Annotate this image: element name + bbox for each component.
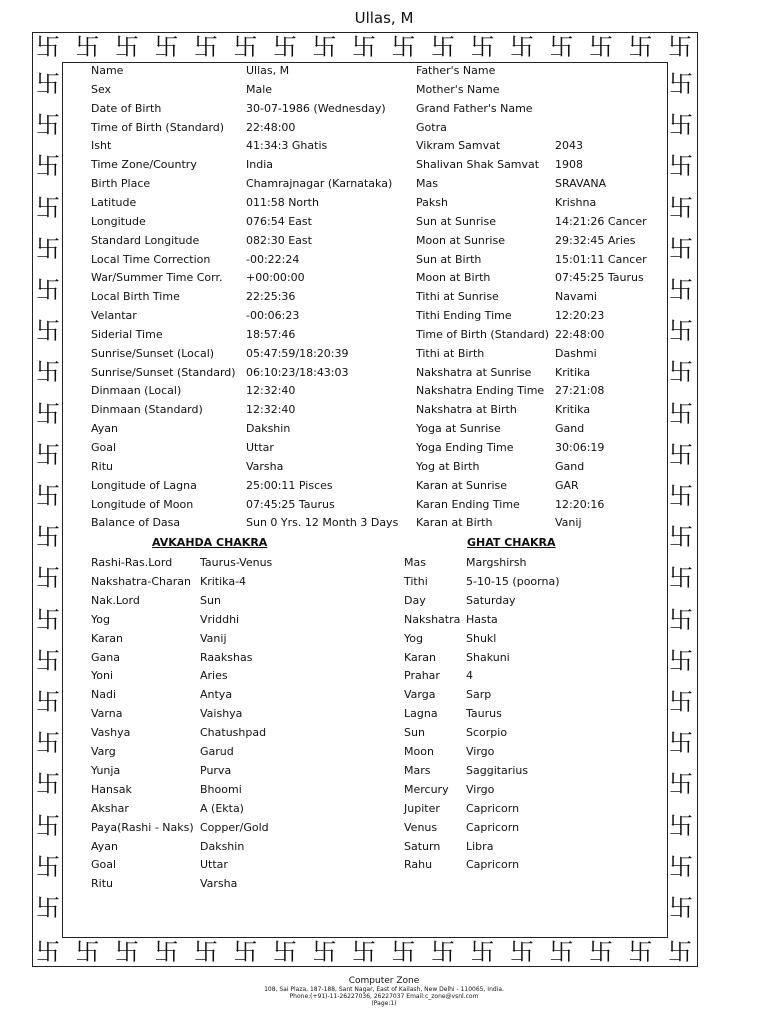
- detail-value: 15:01:11 Cancer: [555, 252, 647, 266]
- detail-label: Local Birth Time: [91, 290, 180, 304]
- border-symbol-top: 卐: [36, 33, 60, 61]
- border-symbol-left: 卐: [36, 646, 60, 675]
- border-symbol-top: 卐: [589, 33, 613, 61]
- ghat-value: Libra: [466, 839, 494, 853]
- border-symbol-bottom: 卐: [352, 938, 376, 966]
- border-symbol-bottom: 卐: [470, 938, 495, 966]
- detail-label: Mother's Name: [416, 82, 500, 96]
- footer-address: 108, Sai Plaza, 187-188, Sant Nagar, East of Kailash, New Delhi - 110065, India.: [264, 986, 504, 993]
- detail-value: 06:10:23/18:43:03: [246, 365, 349, 379]
- avkahda-label: Rashi-Ras.Lord: [91, 556, 173, 569]
- avkahda-label: Yog: [91, 612, 110, 626]
- border-symbol-top: 卐: [115, 33, 139, 61]
- detail-value: Dashmi: [555, 346, 597, 360]
- ghat-label: Nakshatra: [404, 612, 461, 626]
- detail-value: Dakshin: [246, 422, 291, 436]
- detail-value: 05:47:59/18:20:39: [246, 346, 349, 360]
- border-symbol-left: 卐: [36, 523, 60, 552]
- detail-label: Father's Name: [416, 64, 496, 77]
- avkahda-value: Uttar: [200, 858, 228, 872]
- ghat-value: Virgo: [466, 782, 495, 796]
- border-symbol-right: 卐: [669, 523, 693, 552]
- ghat-value: Shukl: [466, 631, 497, 645]
- avkahda-value: Kritika-4: [200, 574, 247, 588]
- detail-value: 18:57:46: [246, 327, 296, 341]
- detail-label: Grand Father's Name: [416, 101, 533, 115]
- border-symbol-bottom: 卐: [154, 938, 179, 966]
- detail-value: -00:22:24: [246, 252, 300, 266]
- avkahda-value: A (Ekta): [200, 801, 244, 815]
- ghat-label: Day: [404, 593, 426, 607]
- ghat-value: Saggitarius: [466, 763, 529, 777]
- detail-label: Local Time Correction: [91, 252, 211, 266]
- detail-value: Vanij: [555, 516, 582, 530]
- border-symbol-bottom: 卐: [589, 938, 613, 966]
- detail-label: Nakshatra at Birth: [416, 403, 517, 417]
- border-symbol-left: 卐: [36, 688, 60, 716]
- ghat-label: Moon: [404, 745, 434, 758]
- detail-value: 1908: [555, 158, 583, 172]
- avkahda-label: Varna: [91, 707, 123, 721]
- detail-label: Ayan: [91, 422, 119, 436]
- border-symbol-top: 卐: [668, 33, 692, 61]
- ghat-value: Shakuni: [466, 650, 510, 664]
- avkahda-label: Paya(Rashi - Naks): [91, 820, 194, 834]
- avkahda-label: Hansak: [91, 782, 132, 796]
- detail-label: Time of Birth (Standard): [416, 327, 550, 341]
- detail-value: 30:06:19: [555, 441, 605, 454]
- ghat-heading: GHAT CHAKRA: [467, 536, 556, 549]
- detail-label: Isht: [91, 139, 112, 153]
- border-symbol-bottom: 卐: [115, 938, 139, 966]
- detail-label: Longitude of Moon: [91, 497, 194, 511]
- avkahda-label: Gana: [91, 650, 120, 664]
- border-symbol-top: 卐: [549, 33, 574, 61]
- avkahda-value: Copper/Gold: [200, 820, 269, 834]
- ghat-value: Hasta: [466, 612, 498, 626]
- border-symbol-top: 卐: [628, 33, 653, 61]
- detail-label: Ritu: [91, 459, 113, 473]
- detail-label: Karan Ending Time: [416, 497, 520, 511]
- border-symbol-left: 卐: [36, 193, 60, 222]
- ghat-label: Tithi: [404, 574, 428, 588]
- border-symbol-top: 卐: [273, 33, 297, 61]
- detail-value: 22:25:36: [246, 290, 296, 304]
- detail-label: Vikram Samvat: [416, 139, 501, 153]
- detail-label: Sun at Sunrise: [416, 214, 496, 228]
- detail-value: 07:45:25 Taurus: [555, 271, 644, 285]
- detail-label: Sunrise/Sunset (Local): [91, 346, 215, 360]
- avkahda-label: Goal: [91, 858, 117, 872]
- avkahda-label: Varg: [91, 745, 116, 758]
- border-symbol-left: 卐: [36, 605, 60, 634]
- ghat-value: Margshirsh: [466, 556, 527, 569]
- footer-contact: Phone:(+91)-11-26227036, 26227037 Email:c_zone@vsnl.com: [289, 993, 479, 1000]
- detail-value: 011:58 North: [246, 195, 319, 209]
- border-symbol-right: 卐: [669, 358, 693, 387]
- detail-label: Sun at Birth: [416, 252, 482, 266]
- ghat-label: Lagna: [404, 707, 438, 721]
- detail-label: Yoga at Sunrise: [416, 422, 501, 436]
- avkahda-label: Karan: [91, 631, 123, 645]
- detail-label: Balance of Dasa: [91, 516, 181, 530]
- detail-label: Longitude of Lagna: [91, 478, 197, 492]
- ghat-label: Prahar: [404, 669, 440, 683]
- detail-value: 29:32:45 Aries: [555, 233, 636, 247]
- border-symbol-bottom: 卐: [273, 938, 297, 966]
- border-symbol-top: 卐: [194, 33, 218, 61]
- detail-label: Velantar: [91, 309, 137, 323]
- ghat-label: Sun: [404, 726, 425, 740]
- border-symbol-left: 卐: [36, 276, 60, 304]
- ghat-label: Rahu: [404, 858, 433, 872]
- border-symbol-right: 卐: [669, 646, 693, 675]
- border-symbol-right: 卐: [669, 688, 693, 716]
- border-symbol-right: 卐: [669, 564, 693, 593]
- border-symbol-bottom: 卐: [431, 938, 455, 966]
- detail-label: Date of Birth: [91, 101, 162, 115]
- avkahda-heading: AVKAHDA CHAKRA: [152, 536, 268, 549]
- border-symbol-top: 卐: [470, 33, 495, 61]
- border-symbol-top: 卐: [154, 33, 179, 61]
- detail-label: Sex: [91, 82, 112, 96]
- detail-value: Kritika: [555, 403, 591, 417]
- ghat-label: Jupiter: [404, 801, 440, 815]
- detail-label: Siderial Time: [91, 327, 163, 341]
- border-symbol-right: 卐: [669, 234, 693, 263]
- avkahda-value: Vanij: [200, 631, 227, 645]
- detail-label: Longitude: [91, 214, 146, 228]
- detail-value: Chamrajnagar (Karnataka): [246, 177, 393, 191]
- detail-value: -00:06:23: [246, 309, 300, 323]
- border-symbol-top: 卐: [391, 33, 416, 61]
- border-symbol-top: 卐: [352, 33, 376, 61]
- detail-label: Nakshatra Ending Time: [416, 384, 545, 398]
- ghat-label: Karan: [404, 650, 436, 664]
- ghat-label: Mars: [404, 763, 431, 777]
- avkahda-label: Nak.Lord: [91, 593, 140, 607]
- ghat-value: Taurus: [466, 707, 502, 721]
- detail-value: India: [246, 158, 273, 172]
- border-symbol-bottom: 卐: [233, 938, 258, 966]
- detail-label: Karan at Sunrise: [416, 478, 508, 492]
- detail-value: Gand: [555, 422, 585, 436]
- avkahda-value: Vaishya: [200, 707, 243, 721]
- detail-label: Birth Place: [91, 177, 151, 191]
- detail-label: War/Summer Time Corr.: [91, 271, 223, 285]
- detail-value: SRAVANA: [555, 177, 607, 191]
- avkahda-value: Garud: [200, 745, 234, 758]
- detail-value: 27:21:08: [555, 384, 605, 398]
- detail-value: Varsha: [246, 459, 284, 473]
- ghat-value: 4: [466, 669, 473, 683]
- detail-label: Moon at Birth: [416, 271, 491, 285]
- border-symbol-right: 卐: [669, 811, 693, 840]
- avkahda-label: Akshar: [91, 801, 129, 815]
- avkahda-value: Antya: [200, 688, 233, 702]
- detail-value: 12:32:40: [246, 384, 296, 398]
- border-symbol-left: 卐: [36, 564, 60, 593]
- avkahda-label: Ayan: [91, 839, 119, 853]
- footer: [0, 976, 768, 1007]
- border-symbol-bottom: 卐: [312, 938, 337, 966]
- detail-label: Goal: [91, 441, 117, 454]
- detail-value: 07:45:25 Taurus: [246, 497, 335, 511]
- border-symbol-left: 卐: [36, 234, 60, 263]
- detail-value: 22:48:00: [246, 120, 296, 134]
- avkahda-label: Ritu: [91, 877, 113, 891]
- ghat-label: Varga: [404, 688, 436, 702]
- detail-label: Paksh: [416, 195, 448, 209]
- border-symbol-left: 卐: [36, 70, 60, 98]
- detail-label: Shalivan Shak Samvat: [416, 158, 540, 172]
- detail-value: 25:00:11 Pisces: [246, 478, 333, 492]
- border-symbol-left: 卐: [36, 811, 60, 840]
- border-symbol-bottom: 卐: [36, 938, 60, 966]
- detail-value: 41:34:3 Ghatis: [246, 139, 328, 153]
- avkahda-label: Nakshatra-Charan: [91, 574, 191, 588]
- border-symbol-bottom: 卐: [668, 938, 692, 966]
- avkahda-value: Sun: [200, 593, 221, 607]
- border-symbol-top: 卐: [312, 33, 337, 61]
- detail-value: Male: [246, 82, 273, 96]
- detail-value: Kritika: [555, 365, 591, 379]
- detail-label: Moon at Sunrise: [416, 233, 505, 247]
- detail-value: Ullas, M: [246, 64, 290, 77]
- ghat-value: Capricorn: [466, 801, 520, 815]
- avkahda-value: Vriddhi: [200, 612, 240, 626]
- detail-label: Name: [91, 64, 124, 77]
- detail-label: Dinmaan (Standard): [91, 403, 203, 417]
- detail-label: Karan at Birth: [416, 516, 493, 530]
- border-symbol-left: 卐: [36, 482, 60, 510]
- ghat-label: Venus: [404, 820, 438, 834]
- detail-value: Sun 0 Yrs. 12 Month 3 Days: [246, 516, 399, 530]
- ghat-value: 5-10-15 (poorna): [466, 574, 560, 588]
- border-symbol-right: 卐: [669, 729, 693, 758]
- detail-value: Uttar: [246, 441, 274, 454]
- ghat-value: Sarp: [466, 688, 492, 702]
- border-symbol-bottom: 卐: [510, 938, 534, 966]
- border-symbol-right: 卐: [669, 70, 693, 98]
- border-symbol-top: 卐: [510, 33, 534, 61]
- border-symbol-left: 卐: [36, 729, 60, 758]
- border-symbol-right: 卐: [669, 894, 693, 922]
- detail-label: Tithi at Birth: [416, 346, 485, 360]
- detail-value: Navami: [555, 290, 597, 304]
- border-symbol-left: 卐: [36, 358, 60, 387]
- detail-value: 12:20:23: [555, 309, 605, 323]
- border-symbol-bottom: 卐: [75, 938, 100, 966]
- border-symbol-bottom: 卐: [391, 938, 416, 966]
- detail-label: Dinmaan (Local): [91, 384, 182, 398]
- ghat-value: Saturday: [466, 593, 516, 607]
- detail-value: 12:20:16: [555, 497, 605, 511]
- detail-label: Time Zone/Country: [91, 158, 197, 172]
- detail-label: Tithi Ending Time: [416, 309, 512, 323]
- avkahda-value: Bhoomi: [200, 782, 242, 796]
- border-symbol-top: 卐: [75, 33, 100, 61]
- border-symbol-bottom: 卐: [194, 938, 218, 966]
- page-title: Ullas, M: [354, 9, 414, 27]
- avkahda-value: Varsha: [200, 877, 238, 891]
- border-symbol-right: 卐: [669, 770, 693, 799]
- border-symbol-left: 卐: [36, 894, 60, 922]
- detail-label: Yoga Ending Time: [416, 441, 514, 454]
- detail-label: Time of Birth (Standard): [91, 120, 225, 134]
- ghat-value: Capricorn: [466, 820, 520, 834]
- border-symbol-right: 卐: [669, 276, 693, 304]
- avkahda-value: Raakshas: [200, 650, 253, 664]
- detail-label: Standard Longitude: [91, 233, 200, 247]
- avkahda-value: Chatushpad: [200, 726, 267, 740]
- ghat-value: Capricorn: [466, 858, 520, 872]
- detail-value: Krishna: [555, 195, 597, 209]
- detail-value: 2043: [555, 139, 583, 153]
- detail-value: Gand: [555, 459, 585, 473]
- footer-company: Computer Zone: [348, 976, 420, 986]
- border-symbol-left: 卐: [36, 152, 60, 181]
- avkahda-value: Dakshin: [200, 839, 245, 853]
- border-symbol-right: 卐: [669, 482, 693, 510]
- detail-label: Tithi at Sunrise: [416, 290, 499, 304]
- border-symbol-left: 卐: [36, 852, 60, 881]
- border-symbol-left: 卐: [36, 399, 60, 428]
- border-symbol-left: 卐: [36, 111, 60, 140]
- detail-value: 30-07-1986 (Wednesday): [246, 101, 386, 115]
- detail-value: 076:54 East: [246, 214, 312, 228]
- detail-label: Latitude: [91, 195, 137, 209]
- avkahda-label: Yunja: [91, 763, 121, 777]
- avkahda-label: Yoni: [91, 669, 114, 683]
- detail-value: +00:00:00: [246, 271, 305, 285]
- avkahda-label: Vashya: [91, 726, 131, 740]
- detail-value: 12:32:40: [246, 403, 296, 417]
- ghat-label: Yog: [404, 631, 423, 645]
- detail-label: Nakshatra at Sunrise: [416, 365, 532, 379]
- detail-label: Sunrise/Sunset (Standard): [91, 365, 236, 379]
- border-symbol-right: 卐: [669, 152, 693, 181]
- detail-value: 14:21:26 Cancer: [555, 214, 647, 228]
- border-symbol-top: 卐: [233, 33, 258, 61]
- border-symbol-left: 卐: [36, 440, 60, 469]
- detail-value: GAR: [555, 478, 579, 492]
- border-symbol-right: 卐: [669, 852, 693, 881]
- detail-label: Yog at Birth: [416, 459, 480, 473]
- detail-value: 082:30 East: [246, 233, 312, 247]
- avkahda-value: Purva: [200, 763, 232, 777]
- border-symbol-right: 卐: [669, 193, 693, 222]
- border-symbol-right: 卐: [669, 317, 693, 346]
- ghat-label: Mercury: [404, 782, 449, 796]
- border-symbol-left: 卐: [36, 770, 60, 799]
- border-symbol-right: 卐: [669, 605, 693, 634]
- border-symbol-bottom: 卐: [549, 938, 574, 966]
- detail-value: 22:48:00: [555, 327, 605, 341]
- border-symbol-right: 卐: [669, 440, 693, 469]
- border-symbol-right: 卐: [669, 399, 693, 428]
- ghat-value: Scorpio: [466, 726, 508, 740]
- ghat-label: Mas: [404, 556, 426, 569]
- border-symbol-left: 卐: [36, 317, 60, 346]
- avkahda-value: Aries: [200, 669, 228, 683]
- ghat-value: Virgo: [466, 745, 495, 758]
- border-symbol-bottom: 卐: [628, 938, 653, 966]
- ghat-label: Saturn: [404, 839, 441, 853]
- detail-label: Gotra: [416, 120, 447, 134]
- detail-label: Mas: [416, 177, 438, 191]
- footer-page: (Page:1): [371, 1000, 397, 1007]
- avkahda-label: Nadi: [91, 688, 117, 702]
- border-symbol-right: 卐: [669, 111, 693, 140]
- border-symbol-top: 卐: [431, 33, 455, 61]
- avkahda-value: Taurus-Venus: [200, 556, 273, 569]
